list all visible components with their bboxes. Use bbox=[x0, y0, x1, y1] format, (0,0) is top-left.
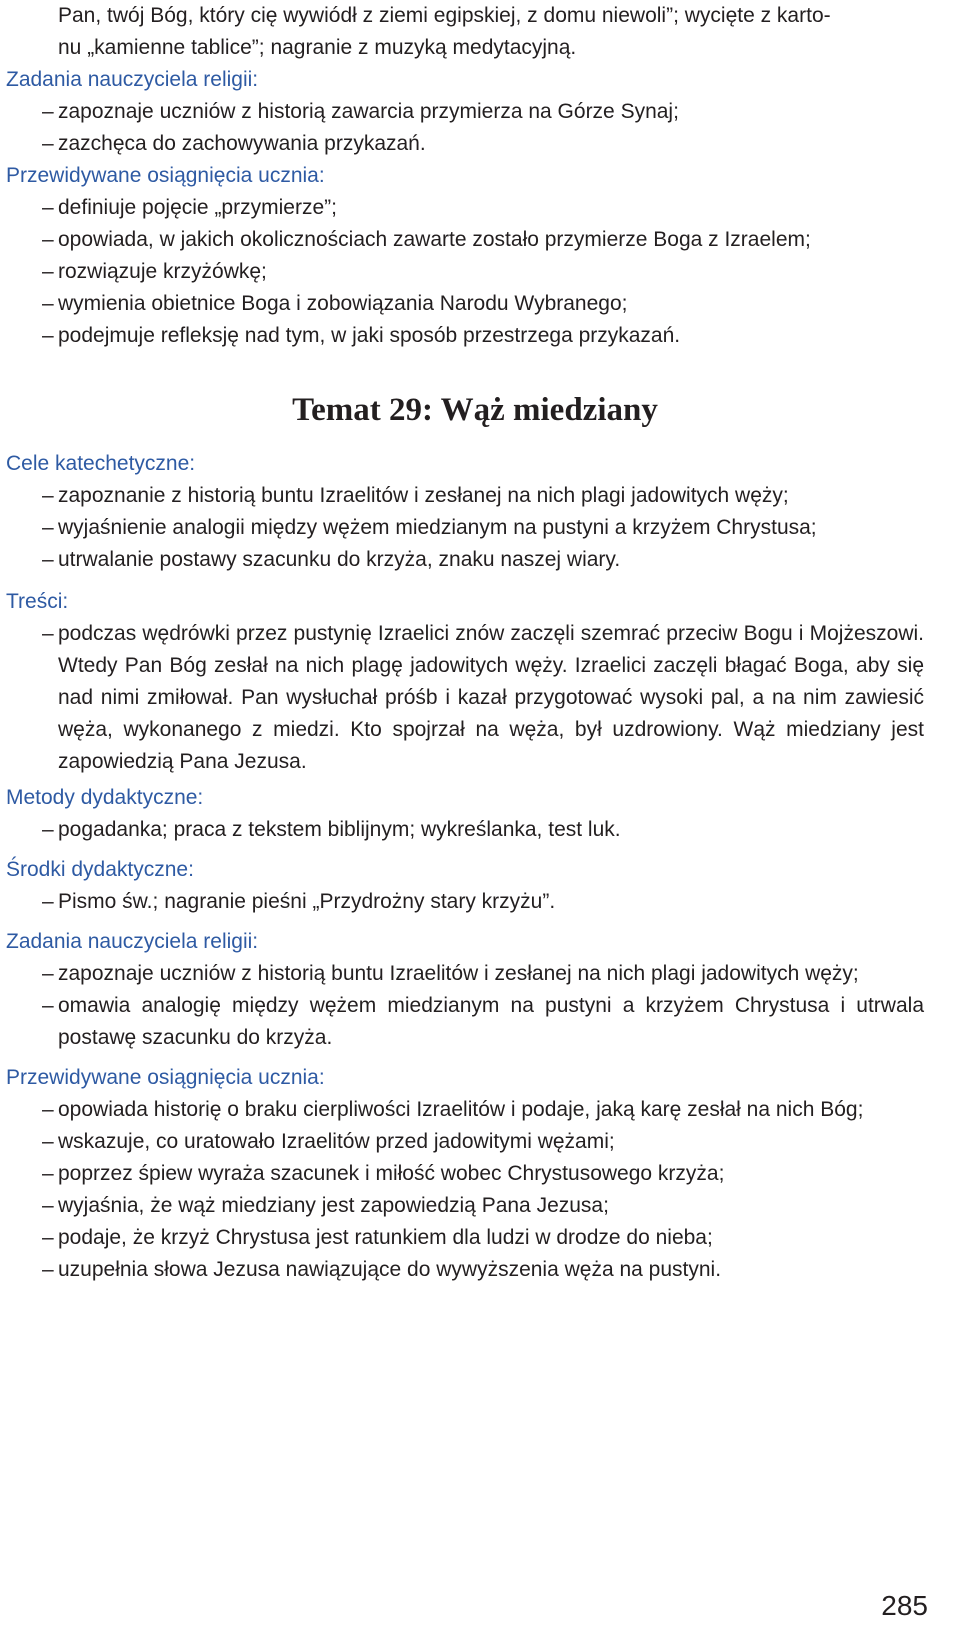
list-item: – wskazuje, co uratowało Izraelitów przed jadowitymi wężami; bbox=[42, 1130, 615, 1153]
list-item: – podczas wędrówki przez pustynię Izraelici znów zaczęli szemrać przeciw Bogu i Mojżeszowi. Wtedy Pan Bóg zesłał na nich plagę jadowitych węży. Izraelici zaczęli błagać Boga, aby się nad nimi zmiłował. Pan wysłuchał próśb i kazał przygotować wysoki pal, a na nim zawiesić węża, wykonanego z miedzi. Kto spojrzał na węża, był uzdrowiony. Wąż miedziany jest zapowiedzią Pana Jezusa. bbox=[42, 622, 924, 773]
tasks-list bbox=[6, 958, 924, 1054]
list-item: – uzupełnia słowa Jezusa nawiązujące do wywyższenia węża na pustyni. bbox=[42, 1258, 722, 1281]
resources-heading: Środki dydaktyczne: bbox=[6, 858, 194, 881]
methods-heading: Metody dydaktyczne: bbox=[6, 786, 204, 809]
topic-title: Temat 29: Wąż miedziany bbox=[292, 392, 658, 428]
content-heading: Treści: bbox=[6, 590, 69, 613]
goals-list bbox=[6, 480, 924, 576]
list-item: – zapoznaje uczniów z historią buntu Izraelitów i zesłanej na nich plagi jadowitych węży; bbox=[42, 962, 859, 985]
outcomes-list bbox=[6, 1094, 924, 1286]
list-item: – opowiada historię o braku cierpliwości Izraelitów i podaje, jaką karę zesłał na nich Bóg; bbox=[42, 1098, 864, 1121]
list-item: – pogadanka; praca z tekstem biblijnym; wykreślanka, test luk. bbox=[42, 818, 621, 841]
intro-line: Pan, twój Bóg, który cię wywiódł z ziemi egipskiej, z domu niewoli”; wycięte z karto- bbox=[58, 4, 831, 27]
tasks-heading: Zadania nauczyciela religii: bbox=[6, 930, 259, 953]
page-number: 285 bbox=[881, 1590, 928, 1621]
prev-tasks-list bbox=[6, 96, 924, 160]
list-item: – rozwiązuje krzyżówkę; bbox=[42, 260, 267, 283]
methods-list bbox=[6, 814, 924, 846]
list-item: – zapoznaje uczniów z historią zawarcia przymierza na Górze Synaj; bbox=[42, 100, 679, 123]
resources-list bbox=[6, 886, 924, 918]
goals-heading: Cele katechetyczne: bbox=[6, 452, 196, 475]
list-item: – zapoznanie z historią buntu Izraelitów i zesłanej na nich plagi jadowitych węży; bbox=[42, 484, 789, 507]
list-item: – podejmuje refleksję nad tym, w jaki sposób przestrzega przykazań. bbox=[42, 324, 681, 347]
list-item: – zazchęca do zachowywania przykazań. bbox=[42, 132, 426, 155]
prev-outcomes-heading: Przewidywane osiągnięcia ucznia: bbox=[6, 164, 325, 187]
list-item: – utrwalanie postawy szacunku do krzyża, znaku naszej wiary. bbox=[42, 548, 621, 571]
list-item: – wyjaśnia, że wąż miedziany jest zapowiedzią Pana Jezusa; bbox=[42, 1194, 609, 1217]
list-item: – podaje, że krzyż Chrystusa jest ratunkiem dla ludzi w drodze do nieba; bbox=[42, 1226, 713, 1249]
list-item: – omawia analogię między wężem miedzianym na pustyni a krzyżem Chrystusa i utrwala postawę szacunku do krzyża. bbox=[42, 994, 924, 1049]
prev-outcomes-list bbox=[6, 192, 924, 352]
list-item: – wyjaśnienie analogii między wężem miedzianym na pustyni a krzyżem Chrystusa; bbox=[42, 516, 817, 539]
intro-line: nu „kamienne tablice”; nagranie z muzyką medytacyjną. bbox=[58, 36, 577, 59]
prev-tasks-heading: Zadania nauczyciela religii: bbox=[6, 68, 259, 91]
content-list bbox=[6, 618, 924, 778]
document-page bbox=[6, 0, 924, 1286]
list-item: – Pismo św.; nagranie pieśni „Przydrożny stary krzyżu”. bbox=[42, 890, 556, 913]
list-item: – poprzez śpiew wyraża szacunek i miłość wobec Chrystusowego krzyża; bbox=[42, 1162, 725, 1185]
list-item: – opowiada, w jakich okolicznościach zawarte zostało przymierze Boga z Izraelem; bbox=[42, 228, 811, 251]
list-item: – wymienia obietnice Boga i zobowiązania Narodu Wybranego; bbox=[42, 292, 628, 315]
list-item: – definiuje pojęcie „przymierze”; bbox=[42, 196, 337, 219]
outcomes-heading: Przewidywane osiągnięcia ucznia: bbox=[6, 1066, 325, 1089]
